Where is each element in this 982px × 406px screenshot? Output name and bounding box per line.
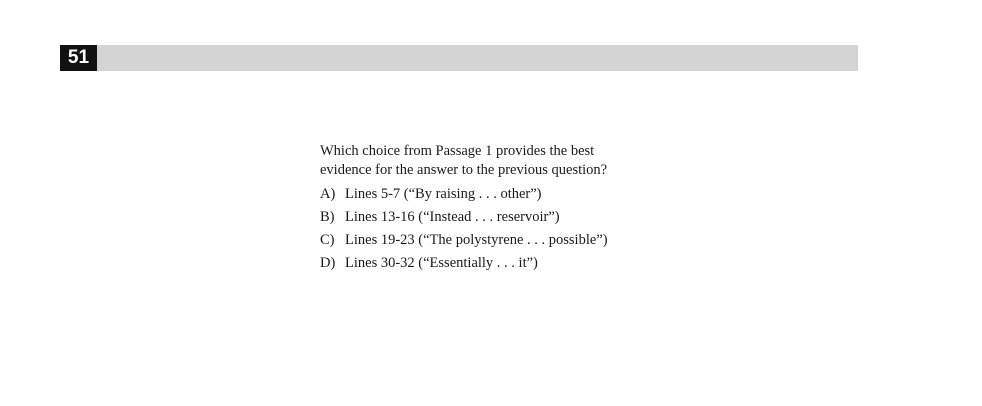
choice-text: Lines 19-23 (“The polystyrene . . . possible”) [345, 232, 608, 248]
choice-letter: C) [320, 232, 335, 248]
answer-choice-a[interactable] [320, 186, 660, 202]
answer-choice-b[interactable] [320, 209, 660, 225]
choice-text: Lines 5-7 (“By raising . . . other”) [345, 186, 542, 202]
answer-choices [320, 186, 660, 271]
choice-letter: D) [320, 255, 336, 271]
question-stem: Which choice from Passage 1 provides the best evidence for the answer to the previous question? [320, 143, 608, 178]
choice-text: Lines 30-32 (“Essentially . . . it”) [345, 255, 538, 271]
choice-letter: A) [320, 186, 336, 202]
choice-letter: B) [320, 209, 335, 225]
answer-choice-c[interactable] [320, 232, 660, 248]
choice-text: Lines 13-16 (“Instead . . . reservoir”) [345, 209, 560, 225]
answer-choice-d[interactable] [320, 255, 660, 271]
question-block [320, 142, 660, 278]
question-header-bar [60, 45, 858, 71]
question-number-badge: 51 [60, 45, 97, 71]
